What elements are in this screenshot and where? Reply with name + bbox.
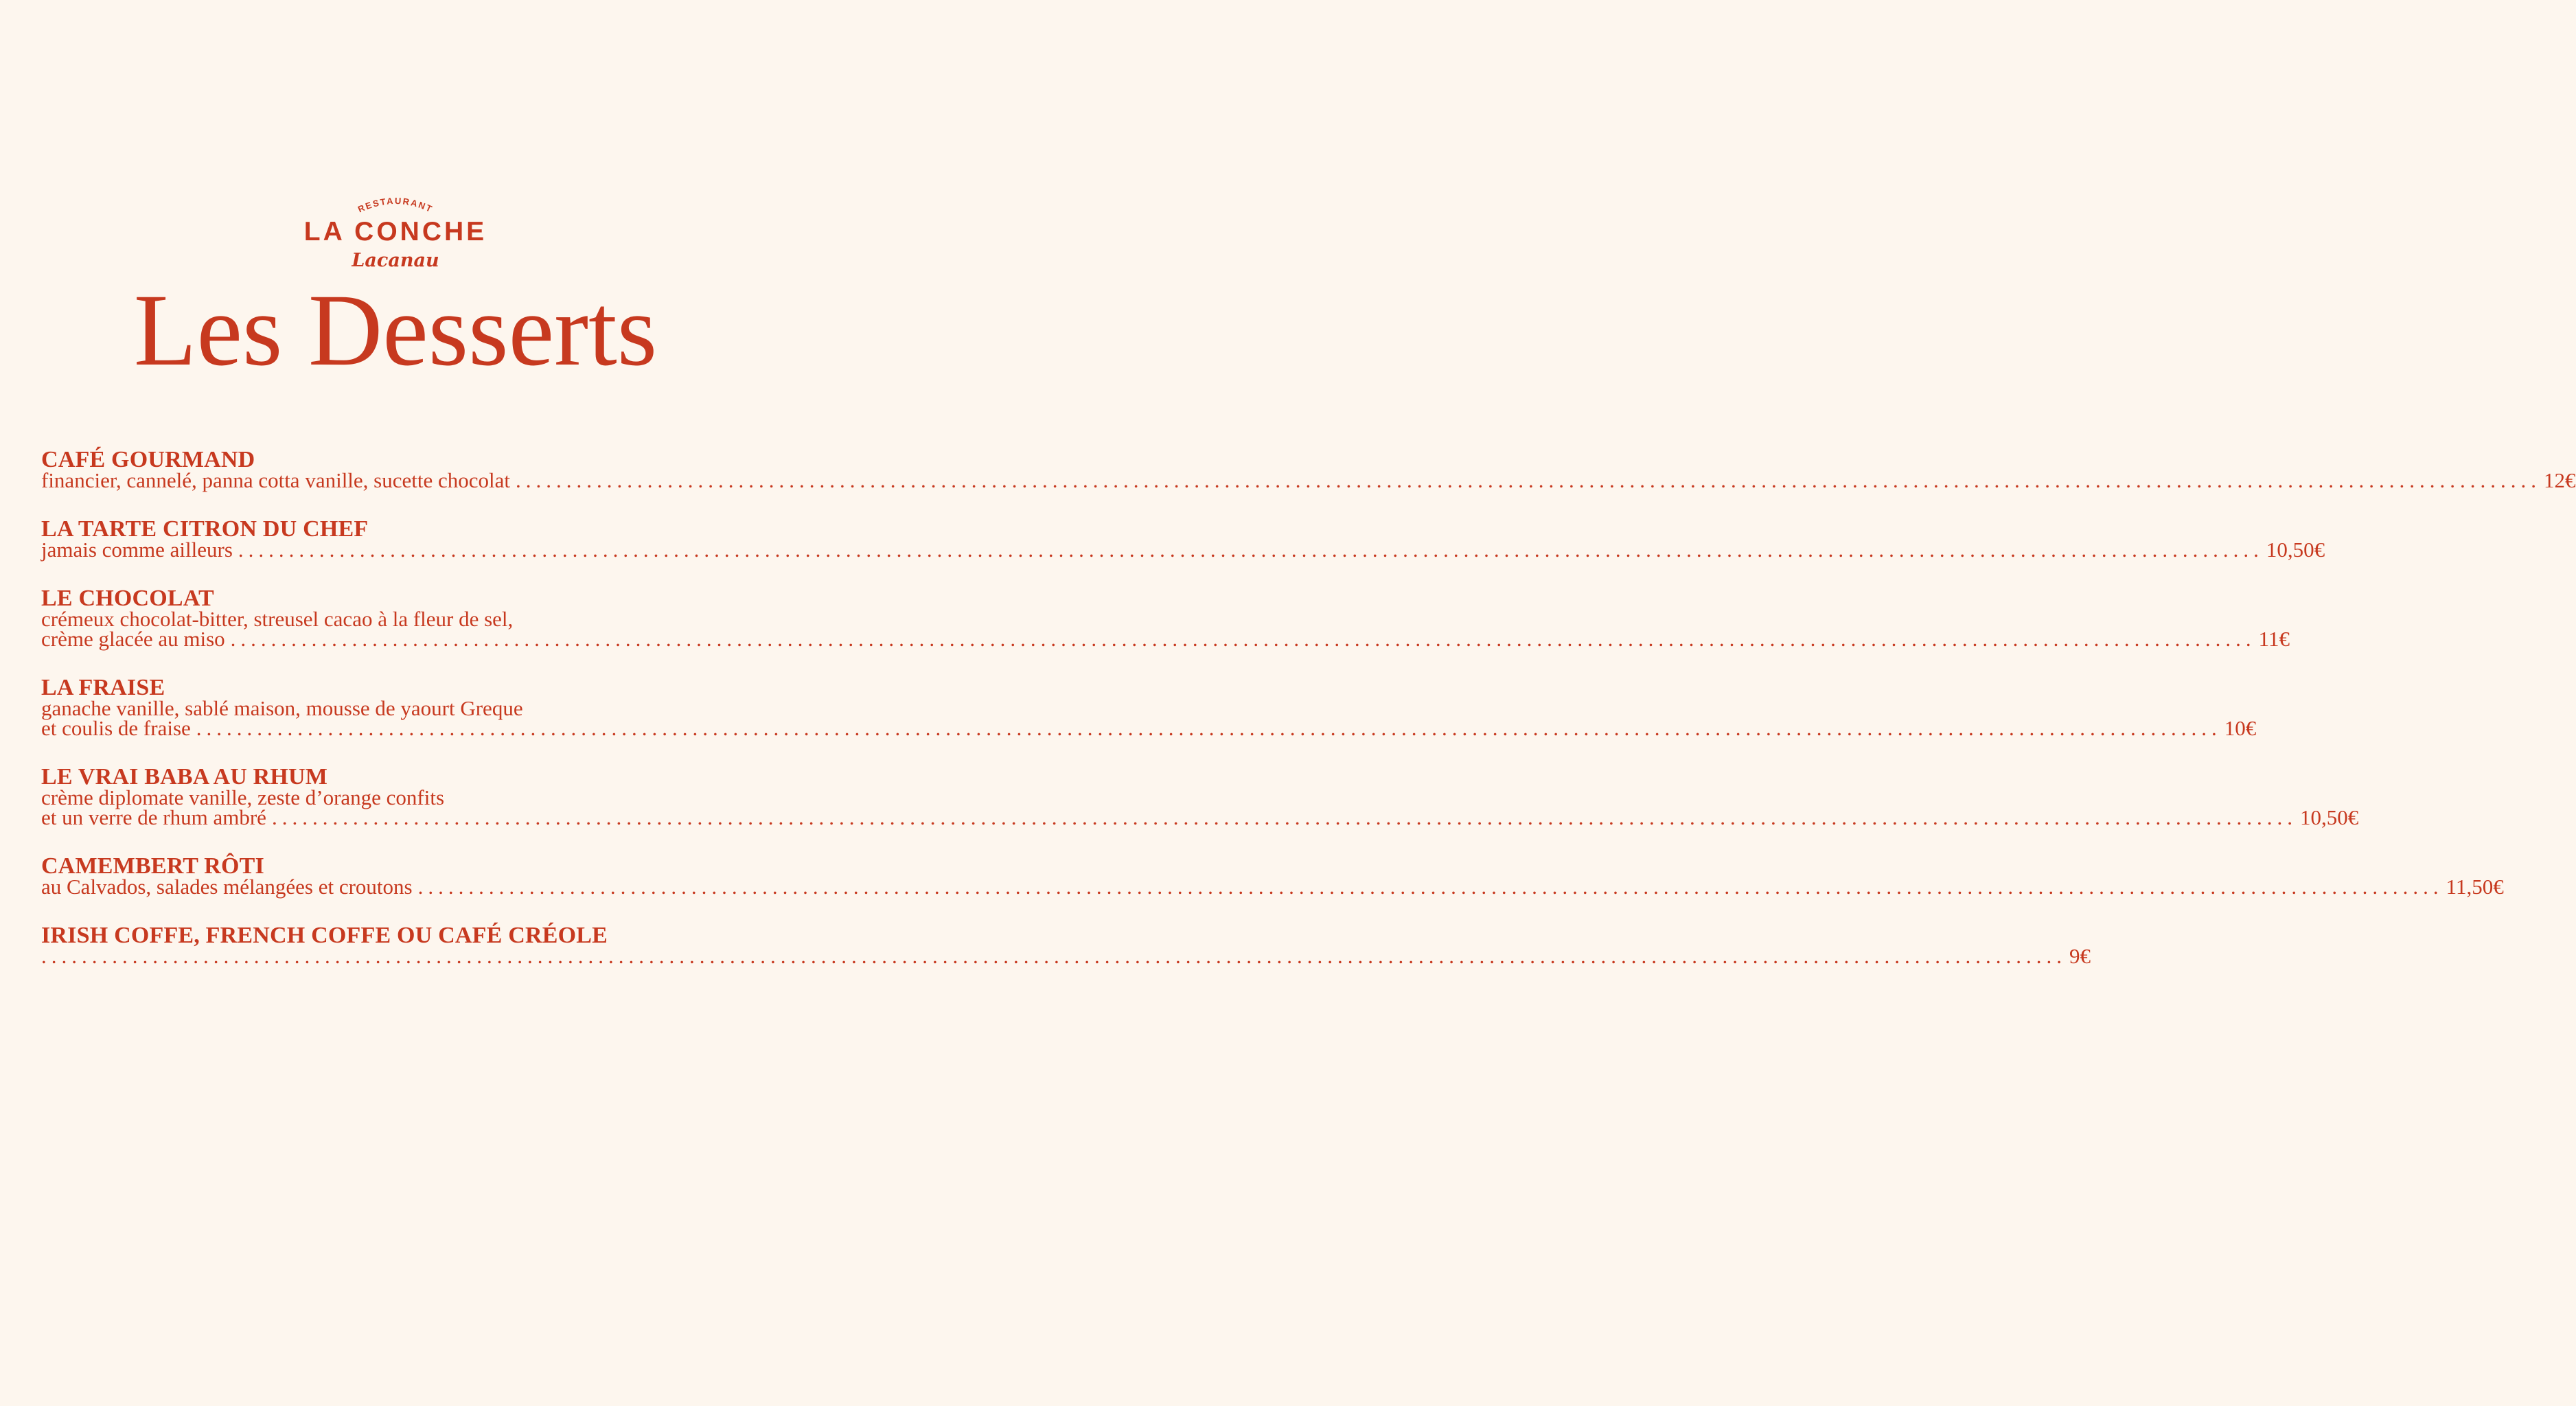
- menu-item-price: 12€: [2544, 468, 2576, 492]
- menu-item-description: et coulis de fraise: [41, 716, 191, 740]
- menu-item: [41, 675, 2257, 740]
- menu-item-name: CAMEMBERT RÔTI: [41, 853, 264, 879]
- menu-item-price: 9€: [2069, 944, 2091, 968]
- menu-item: [41, 923, 2091, 968]
- menu-item-description: au Calvados, salades mélangées et croutons: [41, 875, 413, 899]
- menu-item-description: crème diplomate vanille, zeste d’orange confits: [41, 785, 445, 809]
- logo-restaurant-label: RESTAURANT: [356, 195, 435, 215]
- menu-item-name: LA TARTE CITRON DU CHEF: [41, 516, 369, 542]
- menu-item-price: 10€: [2224, 716, 2257, 740]
- logo-arc-text: [347, 191, 444, 218]
- menu-item: [41, 586, 2290, 651]
- restaurant-logo: [0, 191, 791, 273]
- menu-item-name: LA FRAISE: [41, 675, 165, 700]
- menu-item-description: et un verre de rhum ambré: [41, 805, 266, 829]
- menu-item-price: 10,50€: [2266, 538, 2325, 562]
- menu-item-description: crème glacée au miso: [41, 627, 225, 651]
- menu-item-price-line: [41, 627, 2290, 651]
- menu-item-price-line: [41, 468, 2576, 492]
- menu-item-price: 11,50€: [2446, 875, 2504, 899]
- svg-text:RESTAURANT: [356, 196, 435, 215]
- menu-item-description: financier, cannelé, panna cotta vanille, sucette chocolat: [41, 468, 510, 492]
- menu-item: [41, 853, 2504, 899]
- menu-item-price: 11€: [2258, 627, 2290, 651]
- menu-item-price-line: [41, 538, 2325, 562]
- menu-item-name: IRISH COFFE, FRENCH COFFE OU CAFÉ CRÉOLE: [41, 923, 608, 948]
- dot-leader: ........................................................................................................................................................................................................: [41, 944, 2067, 968]
- menu-item-description: ganache vanille, sablé maison, mousse de yaourt Greque: [41, 696, 523, 720]
- dot-leader: ........................................................................................................................................................................................................: [417, 875, 2443, 899]
- menu-item-price: 10,50€: [2299, 805, 2359, 829]
- menu-item-description: jamais comme ailleurs: [41, 538, 233, 562]
- menu-item-name: CAFÉ GOURMAND: [41, 447, 255, 472]
- menu-item: [41, 764, 2359, 829]
- menu-item-price-line: [41, 944, 2091, 968]
- dot-leader: ........................................................................................................................................................................................................: [516, 468, 2541, 492]
- menu-item: [41, 447, 2576, 492]
- menu-item-description: crémeux chocolat-bitter, streusel cacao à la fleur de sel,: [41, 607, 514, 631]
- page-title: Les Desserts: [133, 273, 658, 387]
- logo-name: LA CONCHE: [303, 217, 487, 246]
- dot-leader: ........................................................................................................................................................................................................: [230, 627, 2256, 651]
- menu-item-price-line: [41, 805, 2359, 829]
- dot-leader: ........................................................................................................................................................................................................: [271, 805, 2297, 829]
- menu-item: [41, 516, 2325, 562]
- dessert-list: [41, 447, 2576, 995]
- menu-item-name: LE CHOCOLAT: [41, 586, 214, 611]
- dot-leader: ........................................................................................................................................................................................................: [196, 716, 2222, 740]
- logo-town: Lacanau: [352, 250, 439, 271]
- menu-item-name: LE VRAI BABA AU RHUM: [41, 764, 328, 790]
- menu-item-price-line: [41, 716, 2257, 740]
- dot-leader: ........................................................................................................................................................................................................: [238, 538, 2264, 562]
- menu-item-price-line: [41, 875, 2504, 899]
